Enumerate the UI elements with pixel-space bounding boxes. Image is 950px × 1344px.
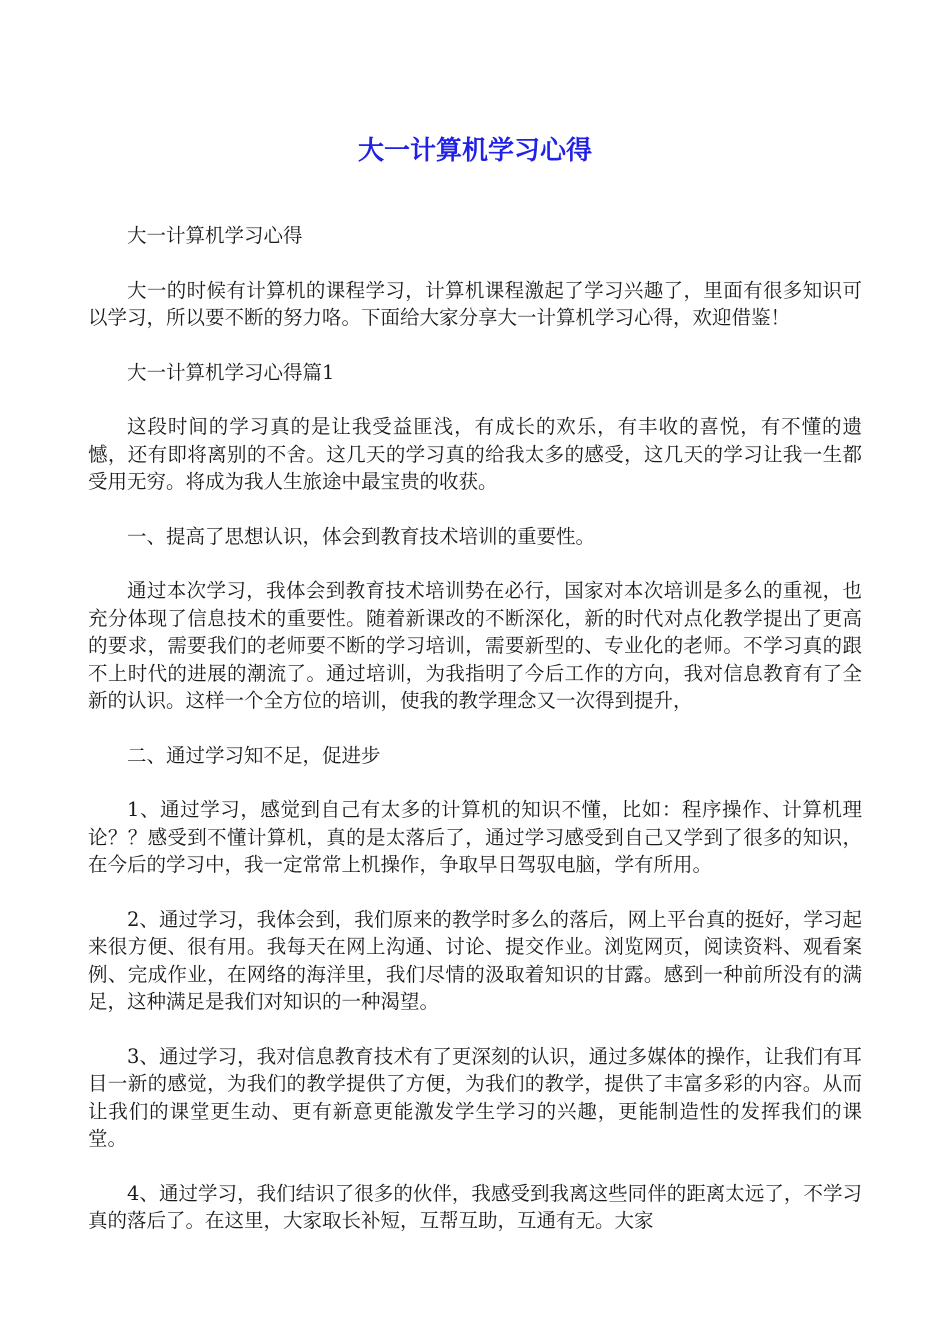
- paragraph-section-title: 大一计算机学习心得篇1: [127, 360, 335, 384]
- paragraph-heading: 大一计算机学习心得: [127, 224, 303, 247]
- paragraph-intro: 大一的时候有计算机的课程学习，计算机课程激起了学习兴趣了，里面有很多知识可以学习，所以要不断的努力咯。下面给大家分享大一计算机学习心得，欢迎借鉴！: [88, 278, 862, 329]
- paragraph: 4、通过学习，我们结识了很多的伙伴，我感受到我离这些同伴的距离太远了，不学习真的落后了。在这里，大家取长补短，互帮互助，互通有无。大家: [88, 1181, 862, 1232]
- paragraph: 3、通过学习，我对信息教育技术有了更深刻的认识，通过多媒体的操作，让我们有耳目一新的感觉，为我们的教学提供了方便，为我们的教学，提供了丰富多彩的内容。从而让我们的课堂更生动、更有新意更能激发学生学习的兴趣，更能制造性的发挥我们的课堂。: [88, 1044, 862, 1150]
- paragraph: 2、通过学习，我体会到，我们原来的教学时多么的落后，网上平台真的挺好，学习起来很方便、很有用。我每天在网上沟通、讨论、提交作业。浏览网页，阅读资料、观看案例、完成作业，在网络的海洋里，我们尽情的汲取着知识的甘露。感到一种前所没有的满足，这种满足是我们对知识的一种渴望。: [88, 907, 862, 1013]
- paragraph: 1、通过学习，感觉到自己有太多的计算机的知识不懂，比如：程序操作、计算机理论？？感受到不懂计算机，真的是太落后了，通过学习感受到自己又学到了很多的知识，在今后的学习中，我一定常常上机操作，争取早日驾驭电脑，学有所用。: [88, 798, 862, 876]
- paragraph-subheading: 二、通过学习知不足，促进步: [127, 743, 381, 767]
- paragraph: 通过本次学习，我体会到教育技术培训势在必行，国家对本次培训是多么的重视，也充分体现了信息技术的重要性。随着新课改的不断深化，新的时代对点化教学提出了更高的要求，需要我们的老师要不断的学习培训，需要新型的、专业化的老师。不学习真的跟不上时代的进展的潮流了。通过培训，为我指明了今后工作的方向，我对信息教育有了全新的认识。这样一个全方位的培训，使我的教学理念又一次得到提升，: [88, 579, 862, 712]
- document-body: [88, 222, 862, 1262]
- paragraph: 这段时间的学习真的是让我受益匪浅，有成长的欢乐，有丰收的喜悦，有不懂的遗憾，还有即将离别的不舍。这几天的学习真的给我太多的感受，这几天的学习让我一生都受用无穷。将成为我人生旅途中最宝贵的收获。: [88, 415, 862, 493]
- document-title: 大一计算机学习心得: [357, 136, 592, 166]
- paragraph-subheading: 一、提高了思想认识，体会到教育技术培训的重要性。: [127, 524, 596, 548]
